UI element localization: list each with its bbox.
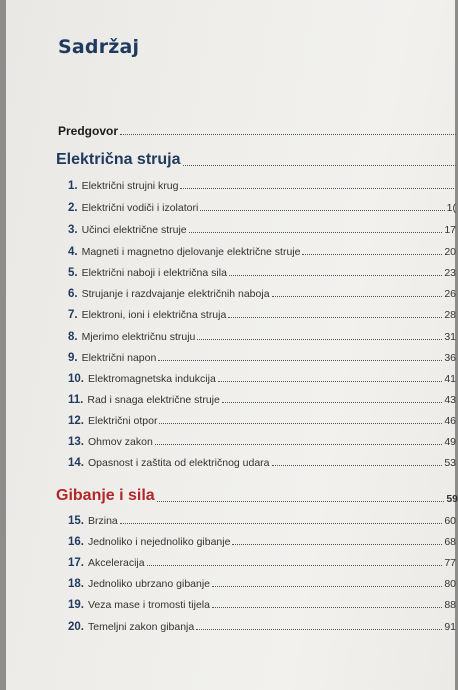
chapter-title: Brzina [88,515,118,527]
chapter-title: Strujanje i razdvajanje električnih naboja [81,288,270,300]
dot-leader [180,187,454,189]
toc-entry [68,436,456,448]
dot-leader [272,464,443,466]
chapter-title: Jednoliko ubrzano gibanje [88,578,211,590]
dot-leader [302,253,442,255]
chapter-title: Električni naboji i električna sila [81,267,227,279]
dot-leader [158,359,442,361]
chapter-title: Magneti i magnetno djelovanje električne struje [81,246,301,258]
dot-leader [197,338,442,340]
chapter-title: Električni strujni krug [81,180,179,192]
toc-entry [68,373,456,385]
toc-page-number: 91 [444,621,456,633]
section-title: Gibanje i sila [56,487,155,504]
dot-leader [228,316,442,318]
toc-page-number: 20 [444,246,456,258]
toc-page-number: 41 [444,373,456,385]
chapter-title: Akceleracija [88,557,145,569]
toc-entry [68,515,456,527]
toc-entry [68,457,456,469]
chapter-number: 14. [68,457,84,469]
toc-entry [68,288,456,300]
chapter-title: Elektroni, ioni i električna struja [81,309,227,321]
toc-entry [68,309,456,321]
chapter-title: Električni otpor [88,415,158,427]
chapter-title: Učinci električne struje [81,224,187,236]
toc-page-number: 46 [444,415,456,427]
dot-leader [200,209,444,211]
chapter-title: Električni vodiči i izolatori [81,202,199,214]
chapter-title: Temeljni zakon gibanja [88,621,195,633]
toc-page-number: 80 [444,578,456,590]
chapter-number: 10. [68,373,84,385]
chapter-number: 3. [68,224,78,236]
dot-leader [120,522,443,524]
chapter-number: 19. [68,599,84,611]
dot-leader [212,606,442,608]
toc-page-number: 77 [444,557,456,569]
toc-entry [68,267,456,279]
dot-leader [183,164,457,166]
chapter-title: Veza mase i tromosti tijela [88,599,210,611]
chapter-number: 5. [68,267,78,279]
chapter-title: Jednoliko i nejednoliko gibanje [88,536,231,548]
toc-entry [68,415,456,427]
chapter-title: Ohmov zakon [88,436,153,448]
toc-page-number: 28 [444,309,456,321]
chapter-number: 13. [68,436,84,448]
toc-page-number: 49 [444,436,456,448]
toc-page-number: 60 [444,515,456,527]
chapter-number: 20. [68,621,84,633]
toc-entry [68,536,456,548]
section-title: Električna struja [56,151,181,168]
toc-page-number: 23 [444,267,456,279]
chapter-number: 15. [68,515,84,527]
toc-section-heading [56,487,458,505]
toc-entry [68,621,456,633]
chapter-number: 16. [68,536,84,548]
chapter-title: Opasnost i zaštita od električnog udara [88,457,270,469]
toc-entry [68,578,456,590]
dot-leader [218,380,442,382]
dot-leader [155,443,443,445]
toc-page-number: 88 [444,599,456,611]
chapter-title: Električni napon [81,352,157,364]
chapter-number: 2. [68,202,78,214]
toc-entry [68,202,456,214]
toc-entry [68,246,456,258]
page-title: Sadržaj [58,36,140,58]
book-page [6,0,458,690]
chapter-number: 17. [68,557,84,569]
chapter-title: Rad i snaga električne struje [87,394,220,406]
toc-page-number: 43 [444,394,456,406]
dot-leader [232,543,442,545]
toc-page-number: 1( [446,202,456,214]
toc-page-number: 36 [444,352,456,364]
toc-entry [68,557,456,569]
toc-entry [68,599,456,611]
toc-page-number: 53 [444,457,456,469]
chapter-title: Elektromagnetska indukcija [88,373,216,385]
dot-leader [189,231,443,233]
toc-entry [68,224,456,236]
toc-page-number: 17 [444,224,456,236]
chapter-number: 1. [68,180,78,192]
dot-leader [229,274,442,276]
toc-page-number: 68 [444,536,456,548]
toc-intro [58,124,458,138]
chapter-number: 18. [68,578,84,590]
toc-entry [68,180,456,192]
chapter-title: Mjerimo električnu struju [81,331,196,343]
chapter-number: 6. [68,288,78,300]
chapter-number: 9. [68,352,78,364]
dot-leader [147,564,443,566]
chapter-number: 11. [68,394,84,406]
toc-page-number: 59 [446,493,458,505]
dot-leader [159,422,442,424]
dot-leader [157,500,445,502]
toc-section-heading [56,151,458,169]
dot-leader [120,133,456,135]
dot-leader [196,628,442,630]
chapter-number: 7. [68,309,78,321]
toc-page-number: 31 [444,331,456,343]
toc-page-number: 26 [444,288,456,300]
dot-leader [222,401,442,403]
toc-intro-label: Predgovor [58,124,119,138]
toc-entry [68,331,456,343]
dot-leader [212,585,442,587]
chapter-number: 8. [68,331,78,343]
toc-entry [68,394,456,406]
chapter-number: 12. [68,415,84,427]
toc-entry [68,352,456,364]
dot-leader [272,295,443,297]
chapter-number: 4. [68,246,78,258]
